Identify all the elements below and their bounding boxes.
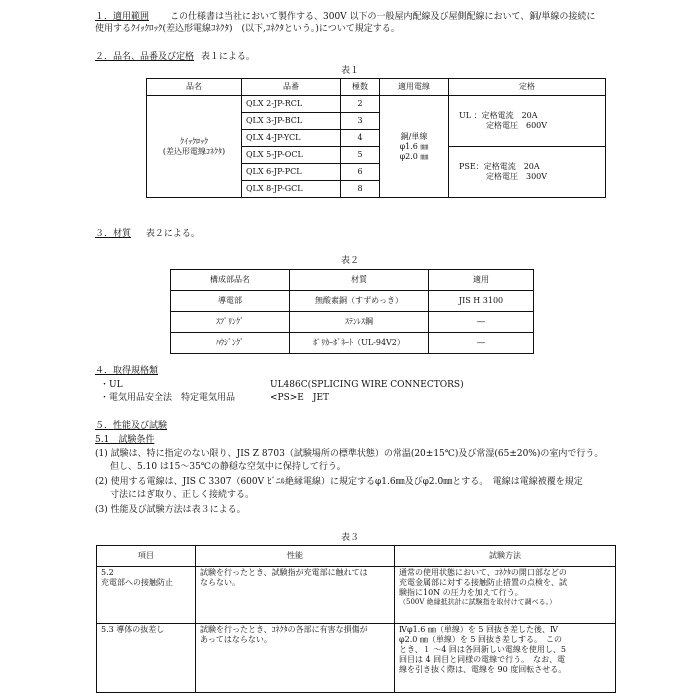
item-cell — [97, 567, 196, 624]
performance-line2: ならない。 — [200, 578, 240, 587]
product-subname: (差込形電線ｺﾈｸﾀ) — [162, 146, 226, 156]
model-cell: QLX 8-JP-GCL — [242, 181, 341, 198]
model-cell: QLX 2-JP-RCL — [242, 96, 341, 113]
cert-value-ul: UL486C(SPLICING WIRE CONNECTORS) — [270, 380, 464, 390]
model-cell: QLX 3-JP-BCL — [242, 113, 341, 130]
std-cell: ― — [429, 333, 534, 354]
model-cell: QLX 4-JP-YCL — [242, 130, 341, 147]
table-row — [147, 96, 606, 113]
section3-note: 表２による。 — [145, 229, 200, 239]
pse-rating-cell — [449, 147, 606, 198]
table1-header-wire: 適用電線 — [380, 79, 449, 96]
table3-header-method: 試験方法 — [395, 546, 616, 567]
method-line3: とき、１ ～4 回は各回新しい電線を使用し、5 — [399, 645, 566, 654]
std-cell: ― — [429, 312, 534, 333]
section5-1-heading: 5.1 試験条件 — [95, 435, 155, 445]
table-row — [171, 312, 534, 333]
method-line4: 回目は 4 回目と同様の電線で行う。 なお、電 — [399, 655, 566, 664]
table1-caption: 表１ — [340, 66, 359, 76]
section5-heading: ５．性能及び試験 — [95, 421, 168, 431]
method-line2: φ2.0 ㎜（単線）を 5 回抜き差しする。 この — [399, 635, 563, 644]
method-line5: 線を引き抜く際は、電線を 90 度回転させる。 — [399, 665, 567, 674]
material-cell: 無酸素銅（すずめっき） — [290, 291, 429, 312]
condition2-line1: (2) 使用する電線は、JIS C 3307（600V ﾋﾞﾆﾙ絶縁電線）に規定するφ1.6㎜及びφ2.0㎜とする。 電線は電線被覆を規定 — [95, 477, 583, 487]
method-line2: 充電金属部に対する接触防止措置の点検を、試 — [399, 578, 567, 587]
section2-note: 表１による。 — [200, 52, 255, 62]
section1-heading: １．適用範囲 — [95, 12, 150, 22]
pse-rating-line2: 定格電圧 300V — [486, 172, 548, 181]
table1-header-rating: 定格 — [449, 79, 606, 96]
section2-title — [95, 52, 255, 63]
cert-label-pse: ・電気用品安全法 特定電気用品 — [100, 393, 236, 403]
table2-header-part: 構成部品名 — [171, 270, 290, 291]
product-name-cell — [147, 96, 242, 198]
poles-cell: 2 — [341, 96, 380, 113]
condition3: (3) 性能及び試験方法は表３による。 — [95, 505, 246, 515]
part-cell: 導電部 — [171, 291, 290, 312]
poles-cell: 8 — [341, 181, 380, 198]
std-cell: JIS H 3100 — [429, 291, 534, 312]
condition2-line2: 寸法にはぎ取り、正しく接続する。 — [110, 490, 255, 500]
method-cell — [395, 624, 616, 693]
method-line4: （500V 絶縁抵抗計に試験指を取付けて調べる。） — [399, 598, 557, 606]
table3-header-performance: 性能 — [196, 546, 395, 567]
table3-header-item: 項目 — [97, 546, 196, 567]
performance-line1: 試験を行ったとき、ｺﾈｸﾀの各部に有害な損傷が — [200, 625, 368, 634]
method-line1: Ⅳφ1.6 ㎜（単線）を 5 回抜き差した後、Ⅳ — [399, 625, 559, 634]
poles-cell: 4 — [341, 130, 380, 147]
ul-rating-cell — [449, 96, 606, 147]
table-row — [97, 567, 616, 624]
item-title: 充電部への接触防止 — [101, 578, 173, 587]
table2-caption: 表２ — [340, 256, 359, 266]
product-name: ｸｲｯｸﾛｯｸ — [180, 136, 208, 146]
poles-cell: 5 — [341, 147, 380, 164]
section4-heading: ４．取得規格類 — [95, 366, 159, 376]
wire-line3: φ2.0 ㎜ — [399, 151, 429, 161]
wire-cell — [380, 96, 449, 198]
material-cell: ｽﾃﾝﾚｽ鋼 — [290, 312, 429, 333]
performance-line2: あってはならない。 — [200, 635, 272, 644]
material-cell: ﾎﾟﾘｶｰﾎﾞﾈｰﾄ（UL-94V2） — [290, 333, 429, 354]
table2-header-std: 適用 — [429, 270, 534, 291]
table1-header-poles: 極数 — [341, 79, 380, 96]
wire-line2: φ1.6 ㎜ — [399, 141, 429, 151]
table3-caption: 表３ — [340, 533, 359, 543]
table3 — [96, 545, 616, 693]
item-number: 5.2 — [101, 568, 114, 577]
ul-rating-line1: UL ：定格電流 20A — [459, 111, 538, 120]
wire-line1: 銅/単線 — [400, 131, 428, 141]
section3-title — [95, 229, 200, 240]
section3-heading: ３．材質 — [95, 229, 132, 239]
method-line1: 通常の使用状態において、ｺﾈｸﾀの開口部などの — [399, 568, 567, 577]
table1 — [146, 78, 606, 198]
performance-cell — [196, 567, 395, 624]
table2-header-material: 材質 — [290, 270, 429, 291]
performance-line1: 試験を行ったとき、試験指が充電部に触れては — [200, 568, 368, 577]
table-row — [171, 333, 534, 354]
section1-line2: 使用するｸｲｯｸﾛｯｸ(差込形電線ｺﾈｸﾀ) (以下,ｺﾈｸﾀという。)について規定する。 — [95, 24, 400, 34]
poles-cell: 6 — [341, 164, 380, 181]
method-line3: 験指に10N の圧力を加えて行う。 — [399, 588, 523, 597]
item-cell: 5.3 導体の抜差し — [97, 624, 196, 693]
performance-cell — [196, 624, 395, 693]
table-row — [97, 624, 616, 693]
condition1-line2: 但し、5.10 は15～35℃の静穏な空気中に保持して行う。 — [110, 462, 346, 472]
cert-value-pse: <PS>E JET — [270, 393, 330, 403]
part-cell: ﾊｳｼﾞﾝｸﾞ — [171, 333, 290, 354]
condition1-line1: (1) 試験は、特に指定のない限り、JIS Z 8703（試験場所の標準状態）の常温(20±15℃)及び常湿(65±20%)の室内で行う。 — [95, 449, 604, 459]
table1-header-model: 品番 — [242, 79, 341, 96]
method-cell — [395, 567, 616, 624]
poles-cell: 3 — [341, 113, 380, 130]
model-cell: QLX 6-JP-PCL — [242, 164, 341, 181]
pse-rating-line1: PSE：定格電流 20A — [459, 162, 540, 171]
part-cell: ｽﾌﾟﾘﾝｸﾞ — [171, 312, 290, 333]
section1-line1: この仕様書は当社において製作する、300V 以下の一般屋内配線及び屋側配線において、銅/単線の接続に — [170, 12, 596, 22]
model-cell: QLX 5-JP-OCL — [242, 147, 341, 164]
table1-header-name: 品名 — [147, 79, 242, 96]
cert-label-ul: ・UL — [100, 380, 123, 390]
table2 — [170, 269, 534, 354]
table-row — [171, 291, 534, 312]
section2-heading: ２．品名、品番及び定格 — [95, 52, 195, 62]
ul-rating-line2: 定格電圧 600V — [486, 121, 548, 130]
